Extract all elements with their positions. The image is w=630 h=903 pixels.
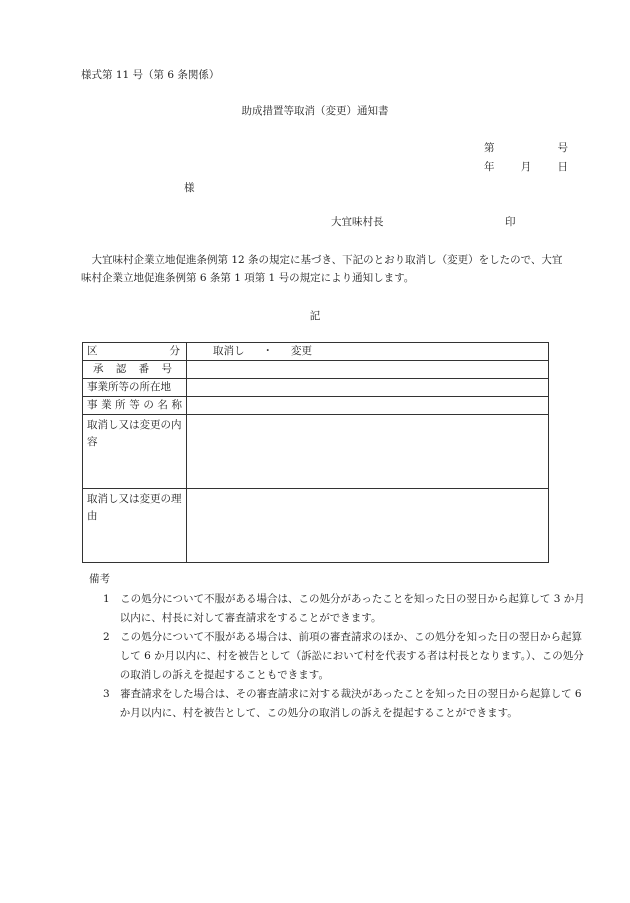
category-label-b: 分: [169, 345, 180, 357]
category-separator: ・: [262, 345, 273, 357]
sender: 大宜味村長: [331, 216, 384, 228]
addressee: 様: [184, 182, 195, 194]
note-item: 2 この処分について不服がある場合は、前項の審査請求のほか、この処分を知った日の翌日から起算して 6 か月以内に、村を被告として（訴訟において村を代表する者は村長となります。）、この処分の取消しの訴えを提起することもできます。: [103, 631, 584, 681]
document-date: [484, 159, 568, 174]
table-row: [83, 397, 549, 415]
table-row: [83, 489, 549, 563]
doc-number-prefix: 第: [484, 142, 495, 154]
office-name-char: の: [143, 399, 154, 411]
office-location-value: [187, 379, 549, 397]
seal-mark: 印: [505, 216, 516, 228]
approval-number-label: [83, 361, 187, 379]
office-location-label: 事業所等の所在地: [83, 379, 187, 397]
office-name-value: [187, 397, 549, 415]
category-label: [83, 343, 187, 361]
office-name-label: [83, 397, 187, 415]
change-reason-label: 取消し又は変更の理由: [83, 489, 187, 563]
category-option-cancel: 取消し: [213, 345, 245, 357]
note-item: 3 審査請求をした場合は、その審査請求に対する裁決があったことを知った日の翌日から起算して 6 か月以内に、村を被告として、この処分の取消しの訴えを提起することができます。: [103, 688, 582, 719]
category-option-change: 変更: [291, 345, 312, 357]
approval-number-value: [187, 361, 549, 379]
table-row: [83, 343, 549, 361]
table-row: [83, 379, 549, 397]
office-name-char: 称: [171, 399, 182, 411]
note-item: 1 この処分について不服がある場合は、この処分があったことを知った日の翌日から起算して 3 か月以内に、村長に対して審査請求をすることができます。: [103, 593, 585, 624]
doc-number-suffix: 号: [557, 142, 568, 154]
table-row: [83, 361, 549, 379]
ki-heading: 記: [309, 310, 321, 322]
notes-title: 備考: [89, 573, 110, 585]
approval-number-char: 承: [93, 363, 104, 375]
change-content-label: 取消し又は変更の内容: [83, 415, 187, 489]
date-month: 月: [520, 161, 532, 173]
body-text: 大宜味村企業立地促進条例第 12 条の規定に基づき、下記のとおり取消し（変更）をしたので、大宜味村企業立地促進条例第 6 条第 1 項第 1 号の規定により通知します。: [81, 254, 563, 284]
change-reason-value: [187, 489, 549, 563]
approval-number-char: 番: [138, 363, 150, 375]
document-title: 助成措置等取消（変更）通知書: [241, 105, 389, 117]
approval-number-char: 号: [161, 363, 172, 375]
change-content-value: [187, 415, 549, 489]
table-row: [83, 415, 549, 489]
approval-number-char: 認: [115, 363, 127, 375]
notification-table: [82, 342, 549, 563]
category-label-a: 区: [87, 345, 98, 357]
office-name-char: 業: [101, 399, 112, 411]
form-number: 様式第 11 号（第 6 条関係）: [81, 69, 220, 81]
office-name-char: 所: [115, 399, 126, 411]
date-year: 年: [484, 161, 495, 173]
category-value: [187, 343, 549, 361]
document-number: [484, 140, 568, 155]
office-name-char: 事: [87, 399, 98, 411]
office-name-char: 等: [129, 399, 140, 411]
office-name-char: 名: [157, 399, 168, 411]
date-day: 日: [557, 161, 568, 173]
